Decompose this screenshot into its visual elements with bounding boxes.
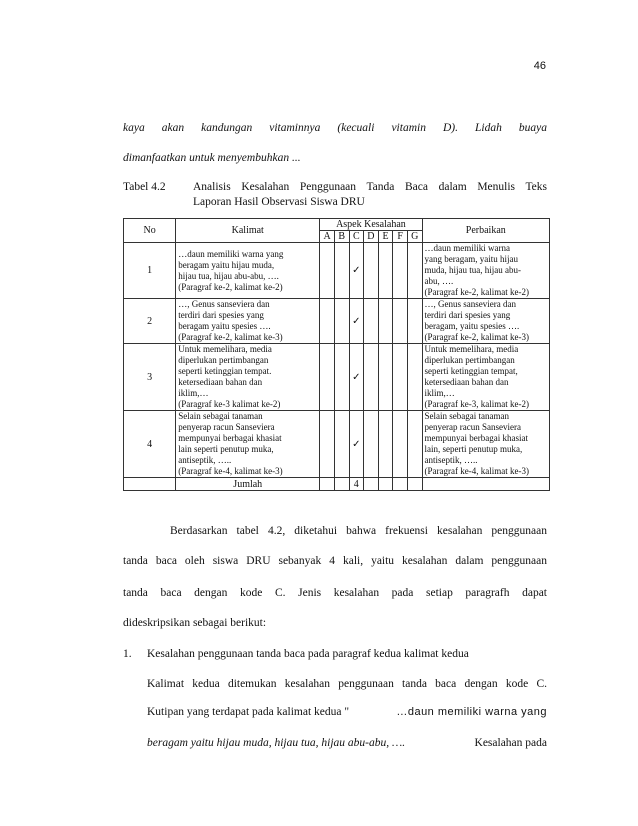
row-number: 3 xyxy=(124,344,176,411)
check-mark-icon: ✓ xyxy=(349,299,364,344)
perbaikan-line: terdiri dari spesies yang xyxy=(424,310,511,320)
table-row xyxy=(124,299,550,344)
table-caption xyxy=(123,180,547,210)
perbaikan-line: abu, …. xyxy=(424,276,454,286)
header-code-a: A xyxy=(320,231,335,243)
perbaikan-line: penyerap racun Sanseviera xyxy=(424,422,521,432)
header-kalimat: Kalimat xyxy=(176,219,320,243)
quote-after: Kesalahan pada xyxy=(474,737,547,749)
row-perbaikan xyxy=(422,299,549,344)
perbaikan-line: diperlukan pertimbangan xyxy=(424,355,515,365)
kalimat-line: seperti ketinggian tempat. xyxy=(178,366,272,376)
kalimat-line: …daun memiliki warna yang xyxy=(178,248,284,259)
header-code-f: F xyxy=(393,231,408,243)
check-mark-icon: ✓ xyxy=(349,243,364,299)
perbaikan-line: beragam, yaitu spesies …. xyxy=(424,321,520,331)
list-item-1-number: 1. xyxy=(123,648,132,660)
kalimat-line: ketersediaan bahan dan xyxy=(178,377,263,387)
table-row xyxy=(124,411,550,478)
row-number: 2 xyxy=(124,299,176,344)
header-code-c: C xyxy=(349,231,364,243)
row-perbaikan xyxy=(422,344,549,411)
list-item-1-line-2 xyxy=(147,706,547,718)
page-number: 46 xyxy=(533,60,546,72)
perbaikan-line: mempunyai berbagai khasiat xyxy=(424,433,529,443)
kalimat-line: Untuk memelihara, media xyxy=(178,344,272,354)
quote-intro: Kutipan yang terdapat pada kalimat kedua " xyxy=(147,706,350,718)
total-value: 4 xyxy=(349,478,364,491)
perbaikan-line: antiseptik, ….. xyxy=(424,455,478,465)
kalimat-line: …, Genus sanseviera dan xyxy=(178,299,270,309)
kalimat-line: Selain sebagai tanaman xyxy=(178,411,263,421)
kalimat-line: hijau tua, hijau abu-abu, …. xyxy=(178,270,279,281)
perbaikan-line: (Paragraf ke-2, kalimat ke-3) xyxy=(424,332,529,342)
paragraph-1-line-2: tanda baca oleh siswa DRU sebanyak 4 kali, yaitu kesalahan dalam penggunaan xyxy=(123,555,547,567)
header-no: No xyxy=(124,219,176,243)
kalimat-line: terdiri dari spesies yang xyxy=(178,310,264,320)
perbaikan-line: Selain sebagai tanaman xyxy=(424,411,510,421)
kalimat-line: lain seperti penutup muka, xyxy=(178,444,274,454)
kalimat-line: (Paragraf ke-3 kalimat ke-2) xyxy=(178,399,281,409)
row-kalimat xyxy=(176,411,320,478)
table-row xyxy=(124,243,550,299)
perbaikan-line: (Paragraf ke-2, kalimat ke-2) xyxy=(424,287,529,297)
kalimat-line: penyerap racun Sanseviera xyxy=(178,422,275,432)
caption-line-2: Laporan Hasil Observasi Siswa DRU xyxy=(193,196,365,208)
row-number: 4 xyxy=(124,411,176,478)
kalimat-line: (Paragraf ke-2, kalimat ke-3) xyxy=(178,332,283,342)
perbaikan-line: (Paragraf ke-4, kalimat ke-3) xyxy=(424,466,529,476)
total-label: Jumlah xyxy=(176,478,320,491)
kalimat-line: mempunyai berbagai khasiat xyxy=(178,433,282,443)
header-aspek: Aspek Kesalahan xyxy=(320,219,422,231)
perbaikan-line: …, Genus sanseviera dan xyxy=(424,299,517,309)
row-number: 1 xyxy=(124,243,176,299)
paragraph-1-line-1: Berdasarkan tabel 4.2, diketahui bahwa frekuensi kesalahan penggunaan xyxy=(170,525,547,537)
intro-line-1: kaya akan kandungan vitaminnya (kecuali vitamin D). Lidah buaya xyxy=(123,122,547,134)
kalimat-line: beragam yaitu hijau muda, xyxy=(178,259,275,270)
perbaikan-line: Untuk memelihara, media xyxy=(424,344,519,354)
quote-start: …daun memiliki warna yang xyxy=(396,706,547,718)
quote-continuation: beragam yaitu hijau muda, hijau tua, hijau abu-abu, …. xyxy=(147,737,406,749)
kalimat-line: diperlukan pertimbangan xyxy=(178,355,269,365)
row-kalimat xyxy=(176,344,320,411)
row-kalimat xyxy=(176,243,320,299)
list-item-1-line-3 xyxy=(147,737,547,749)
header-code-d: D xyxy=(364,231,379,243)
caption-line-1: Analisis Kesalahan Penggunaan Tanda Baca dalam Menulis Teks xyxy=(193,181,547,193)
header-code-g: G xyxy=(407,231,422,243)
header-perbaikan: Perbaikan xyxy=(422,219,549,243)
paragraph-1-line-3: tanda baca dengan kode C. Jenis kesalahan pada setiap paragrafh dapat xyxy=(123,587,547,599)
intro-line-2: dimanfaatkan untuk menyembuhkan ... xyxy=(123,152,301,164)
perbaikan-line: lain, seperti penutup muka, xyxy=(424,444,523,454)
paragraph-1-line-4: dideskripsikan sebagai berikut: xyxy=(123,617,267,629)
kalimat-line: (Paragraf ke-2, kalimat ke-2) xyxy=(178,281,283,292)
kalimat-line: iklim,… xyxy=(178,388,209,398)
kalimat-line: antiseptik, ….. xyxy=(178,455,232,465)
list-item-1-title: Kesalahan penggunaan tanda baca pada paragraf kedua kalimat kedua xyxy=(147,648,469,660)
kalimat-line: beragam yaitu spesies …. xyxy=(178,321,271,331)
caption-label: Tabel 4.2 xyxy=(123,181,166,193)
row-kalimat xyxy=(176,299,320,344)
check-mark-icon: ✓ xyxy=(349,411,364,478)
perbaikan-line: seperti ketinggian tempat, xyxy=(424,366,518,376)
perbaikan-line: ketersediaan bahan dan xyxy=(424,377,509,387)
perbaikan-line: iklim,… xyxy=(424,388,455,398)
check-mark-icon: ✓ xyxy=(349,344,364,411)
list-item-1-line-1: Kalimat kedua ditemukan kesalahan penggunaan tanda baca dengan kode C. xyxy=(147,678,547,690)
analysis-table xyxy=(123,218,550,491)
table-row xyxy=(124,344,550,411)
perbaikan-line: …daun memiliki warna xyxy=(424,243,511,253)
header-code-e: E xyxy=(378,231,393,243)
row-perbaikan xyxy=(422,411,549,478)
row-perbaikan xyxy=(422,243,549,299)
header-code-b: B xyxy=(334,231,349,243)
perbaikan-line: yang beragam, yaitu hijau xyxy=(424,254,519,264)
perbaikan-line: (Paragraf ke-3, kalimat ke-2) xyxy=(424,399,529,409)
kalimat-line: (Paragraf ke-4, kalimat ke-3) xyxy=(178,466,283,476)
perbaikan-line: muda, hijau tua, hijau abu- xyxy=(424,265,522,275)
